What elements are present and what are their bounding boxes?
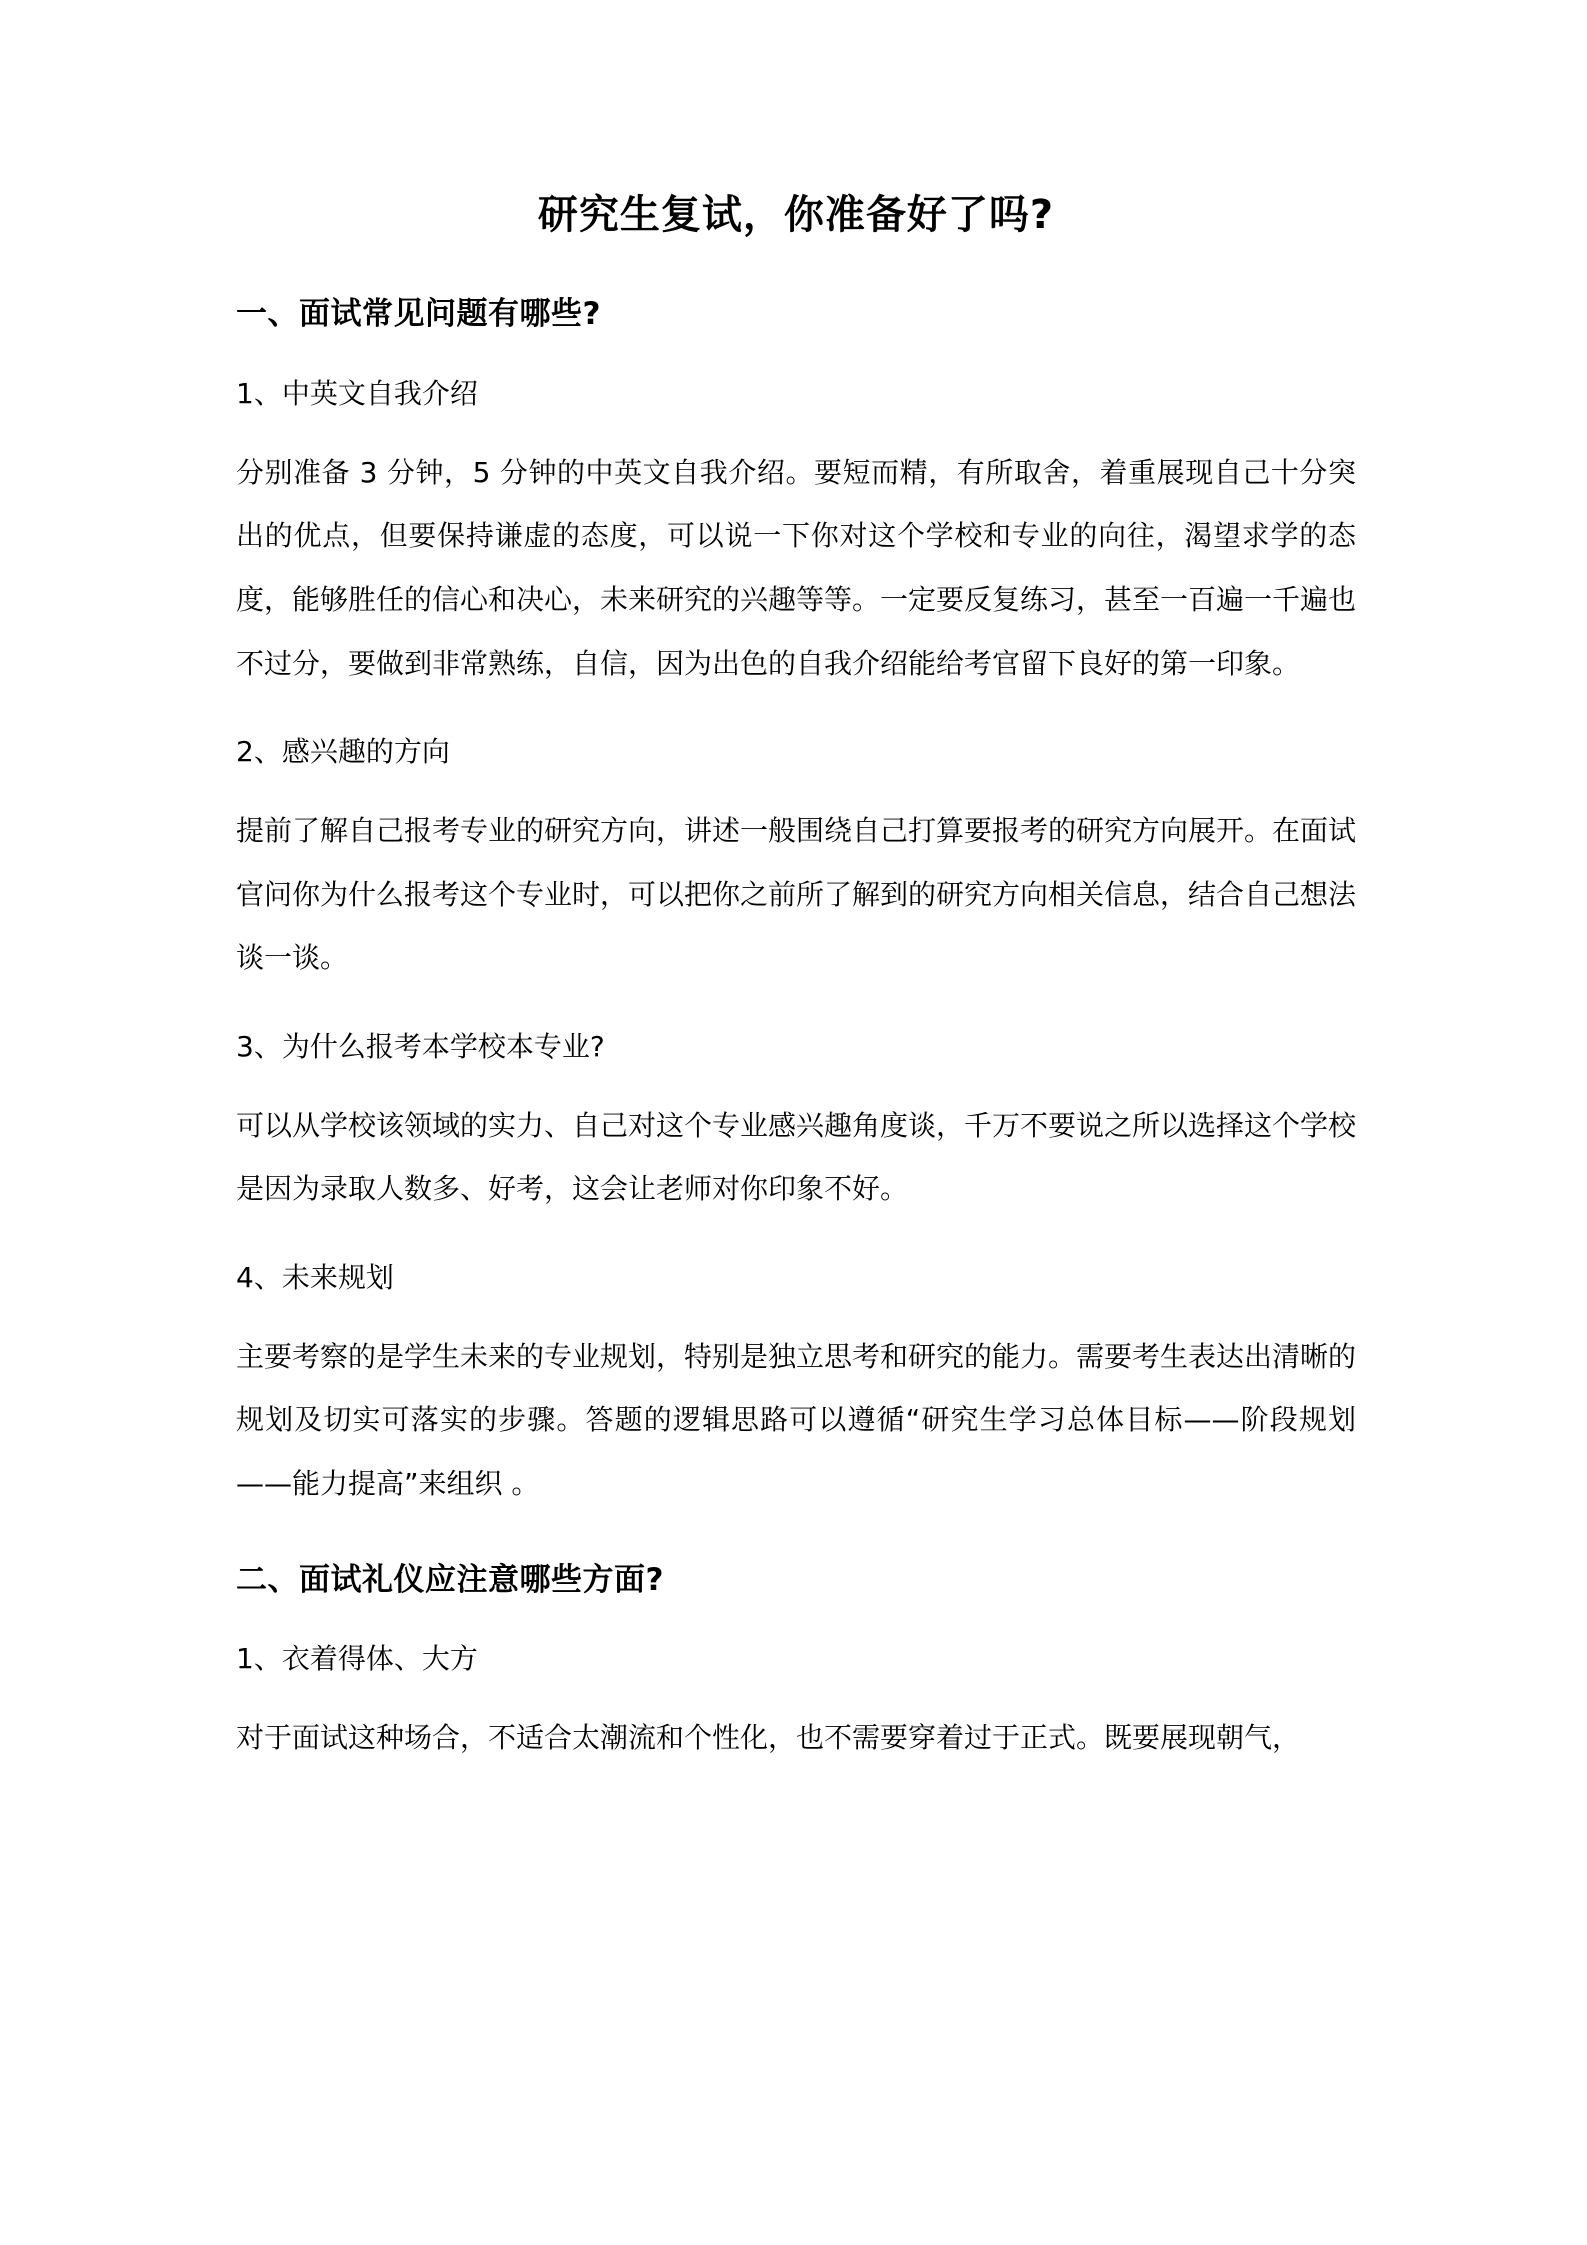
paragraph-1-3: 可以从学校该领域的实力、自己对这个专业感兴趣角度谈，千万不要说之所以选择这个学校是因为录取人数多、好考，这会让老师对你印象不好。 [236, 1108, 1357, 1206]
item-heading-1-4: 4、未来规划 [236, 1260, 394, 1294]
item-heading-1-2: 2、感兴趣的方向 [236, 735, 450, 769]
page-title: 研究生复试，你准备好了吗? [537, 192, 1055, 238]
paragraph-1-1: 分别准备 3 分钟，5 分钟的中英文自我介绍。要短而精，有所取舍，着重展现自己十分突出的优点，但要保持谦虚的态度，可以说一下你对这个学校和专业的向往，渴望求学的态度，能够胜任的信心和决心，未来研究的兴趣等等。一定要反复练习，甚至一百遍一千遍也不过分，要做到非常熟练，自信，因为出色的自我介绍能给考官留下良好的第一印象。 [236, 455, 1357, 680]
item-heading-2-1: 1、衣着得体、大方 [236, 1642, 478, 1676]
item-heading-1-3: 3、为什么报考本学校本专业? [236, 1029, 605, 1063]
paragraph-1-4: 主要考察的是学生未来的专业规划，特别是独立思考和研究的能力。需要考生表达出清晰的规划及切实可落实的步骤。答题的逻辑思路可以遵循“研究生学习总体目标——阶段规划——能力提高”来组织 。 [236, 1339, 1357, 1500]
section-heading-1: 一、面试常见问题有哪些? [236, 296, 601, 332]
paragraph-1-2: 提前了解自己报考专业的研究方向，讲述一般围绕自己打算要报考的研究方向展开。在面试官问你为什么报考这个专业时，可以把你之前所了解到的研究方向相关信息，结合自己想法谈一谈。 [236, 814, 1357, 975]
document-body [236, 0, 1356, 1810]
paragraph-2-1: 对于面试这种场合，不适合太潮流和个性化，也不需要穿着过于正式。既要展现朝气， [236, 1721, 1301, 1755]
section-heading-2: 二、面试礼仪应注意哪些方面? [236, 1561, 664, 1598]
item-heading-1-1: 1、中英文自我介绍 [236, 376, 478, 410]
